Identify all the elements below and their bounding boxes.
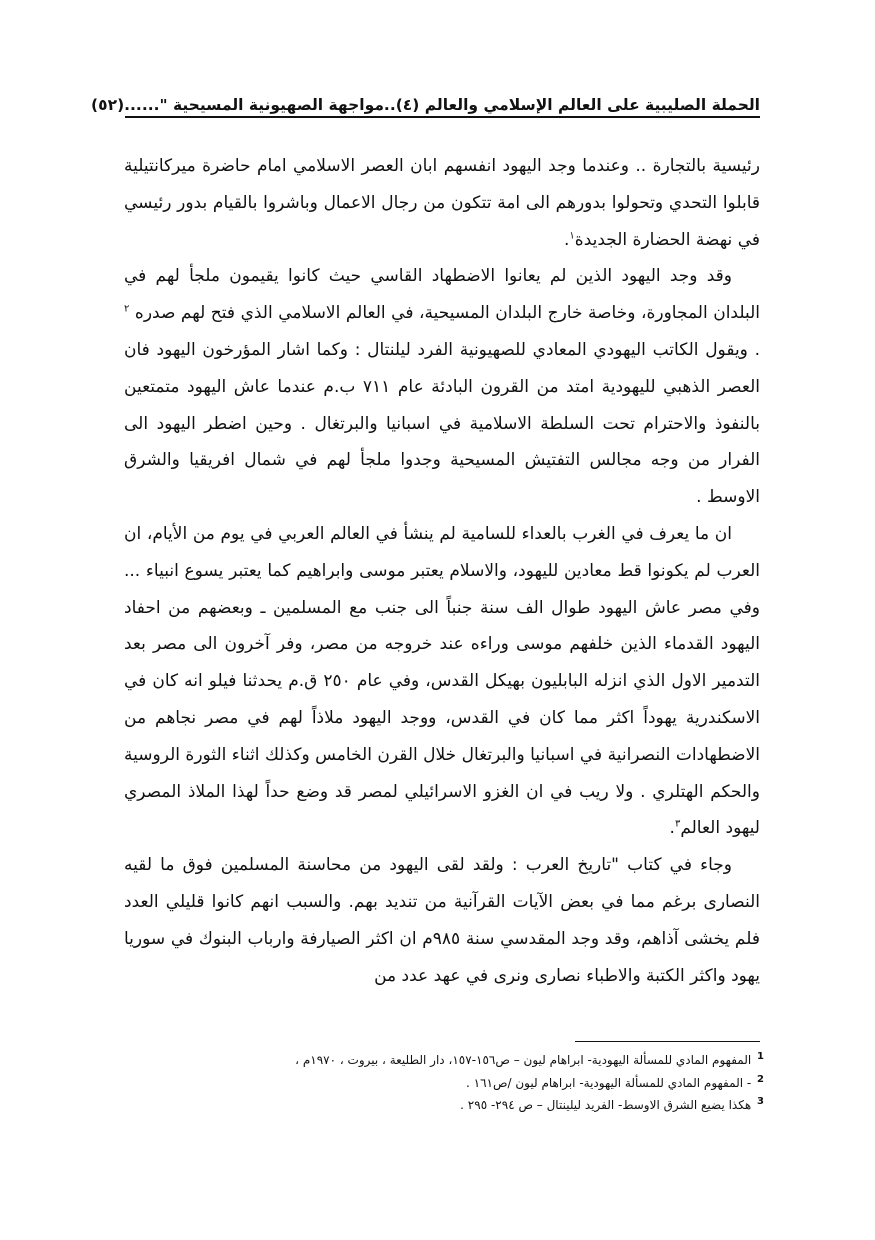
footnote-item: [124, 1072, 764, 1095]
paragraph-tail: .: [564, 229, 570, 250]
running-header: [91, 84, 760, 118]
body-text: [124, 148, 760, 994]
paragraph-3: [124, 516, 760, 847]
paragraph-text: وجاء في كتاب "تاريخ العرب : ولقد لقى اليهود من محاسنة المسلمين فوق ما لقيه النصارى برغم مما في بعض الآيات القرآنية من تنديد بهم. والسبب انهم كانوا قليلي العدد فلم يخشى آذاهم، وقد وجد المقدسي سنة ٩٨٥م ان اكثر الصيارفة وارباب البنوك في سوريا يهود واكثر الكتبة والاطباء نصارى ونرى في عهد عدد من: [124, 855, 760, 986]
paragraph-text: وقد وجد اليهود الذين لم يعانوا الاضطهاد القاسي حيث كانوا يقيمون ملجأ لهم في البلدان المجاورة، وخاصة خارج البلدان المسيحية، في العالم الاسلامي الذي فتح لهم صدره: [124, 266, 761, 324]
paragraph-text: رئيسية بالتجارة .. وعندما وجد اليهود انفسهم ابان العصر الاسلامي امام حاضرة ميركانتيلية قابلوا التحدي وتحولوا بدورهم الى امة تتكون من رجال الاعمال وباشروا بالقيام بدور رئيسي في نهضة الحضارة الجديدة: [124, 156, 760, 250]
footnote-text: المفهوم المادي للمسألة اليهودية- ابراهام ليون – ص١٥٦-١٥٧، دار الطليعة ، بيروت ، ١٩٧٠م ،: [295, 1053, 752, 1067]
footnote-item: [124, 1049, 764, 1072]
footnote-ref: ٣: [674, 818, 681, 830]
paragraph-2: [124, 258, 760, 516]
paragraph-text: ان ما يعرف في الغرب بالعداء للسامية لم ينشأ في العالم العربي في يوم من الأيام، ان العرب لم يكونوا قط معادين لليهود، والاسلام يعتبر موسى وابراهيم كما يعتبر يسوع انبياء ... وفي مصر عاش اليهود طوال الف سنة جنباً الى جنب مع المسلمين ـ وبعضهم من احفاد اليهود القدماء الذين خلفهم موسى وراءه عند خروجه من مصر، وفر آخرون الى مصر بعد التدمير الاول الذي انزله البابليون بهيكل القدس، وفي عام ٢٥٠ ق.م يحدثنا فيلو انه كان في الاسكندرية يهوداً اكثر مما كان في القدس، ووجد اليهود ملاذاً لهم في مصر نجاهم من الاضطهادات النصرانية في اسبانيا والبرتغال خلال القرن الخامس وكذلك اثناء الثورة الروسية والحكم الهتلري . ولا ريب في ان الغزو الاسرائيلي لمصر قد وضع حداً لهذا الملاذ المصري ليهود العالم: [124, 523, 761, 839]
footnote-number: 1: [757, 1051, 764, 1062]
page-number: (٥٢): [91, 96, 125, 114]
footnote-number: 2: [757, 1073, 764, 1085]
footnote-ref: ١: [569, 229, 575, 241]
paragraph-1: [124, 148, 760, 258]
paragraph-tail: . ويقول الكاتب اليهودي المعادي للصهيونية الفرد ليلنتال : وكما اشار المؤرخون اليهود فان العصر الذهبي لليهودية امتد من القرون البادئة عام ٧١١ ب.م عندما عاش اليهود متمتعين بالنفوذ والاحترام تحت السلطة الاسلامية في اسبانيا والبرتغال . وحين اضطر اليهود الى الفرار من وجه مجالس التفتيش المسيحية وجدوا ملجأ لهم في شمال افريقيا والشرق الاوسط .: [124, 339, 760, 508]
footnote-text: - المفهوم المادي للمسألة اليهودية- ابراهام ليون /ص١٦١ .: [466, 1075, 752, 1090]
footnote-ref: ٢: [124, 303, 130, 315]
paragraph-4: [124, 847, 760, 994]
footnotes: [124, 1049, 764, 1117]
footnote-number: 3: [757, 1096, 764, 1107]
header-title: الحملة الصليبية على العالم الإسلامي والعالم (٤)..مواجهة الصهيونية المسيحية "......: [124, 96, 760, 114]
footnote-separator: [575, 1041, 760, 1042]
footnote-text: هكذا يضيع الشرق الاوسط- الفريد ليلينتال – ص ٢٩٤- ٢٩٥ .: [460, 1098, 752, 1112]
footnote-item: [124, 1094, 764, 1117]
paragraph-tail: .: [669, 818, 675, 839]
